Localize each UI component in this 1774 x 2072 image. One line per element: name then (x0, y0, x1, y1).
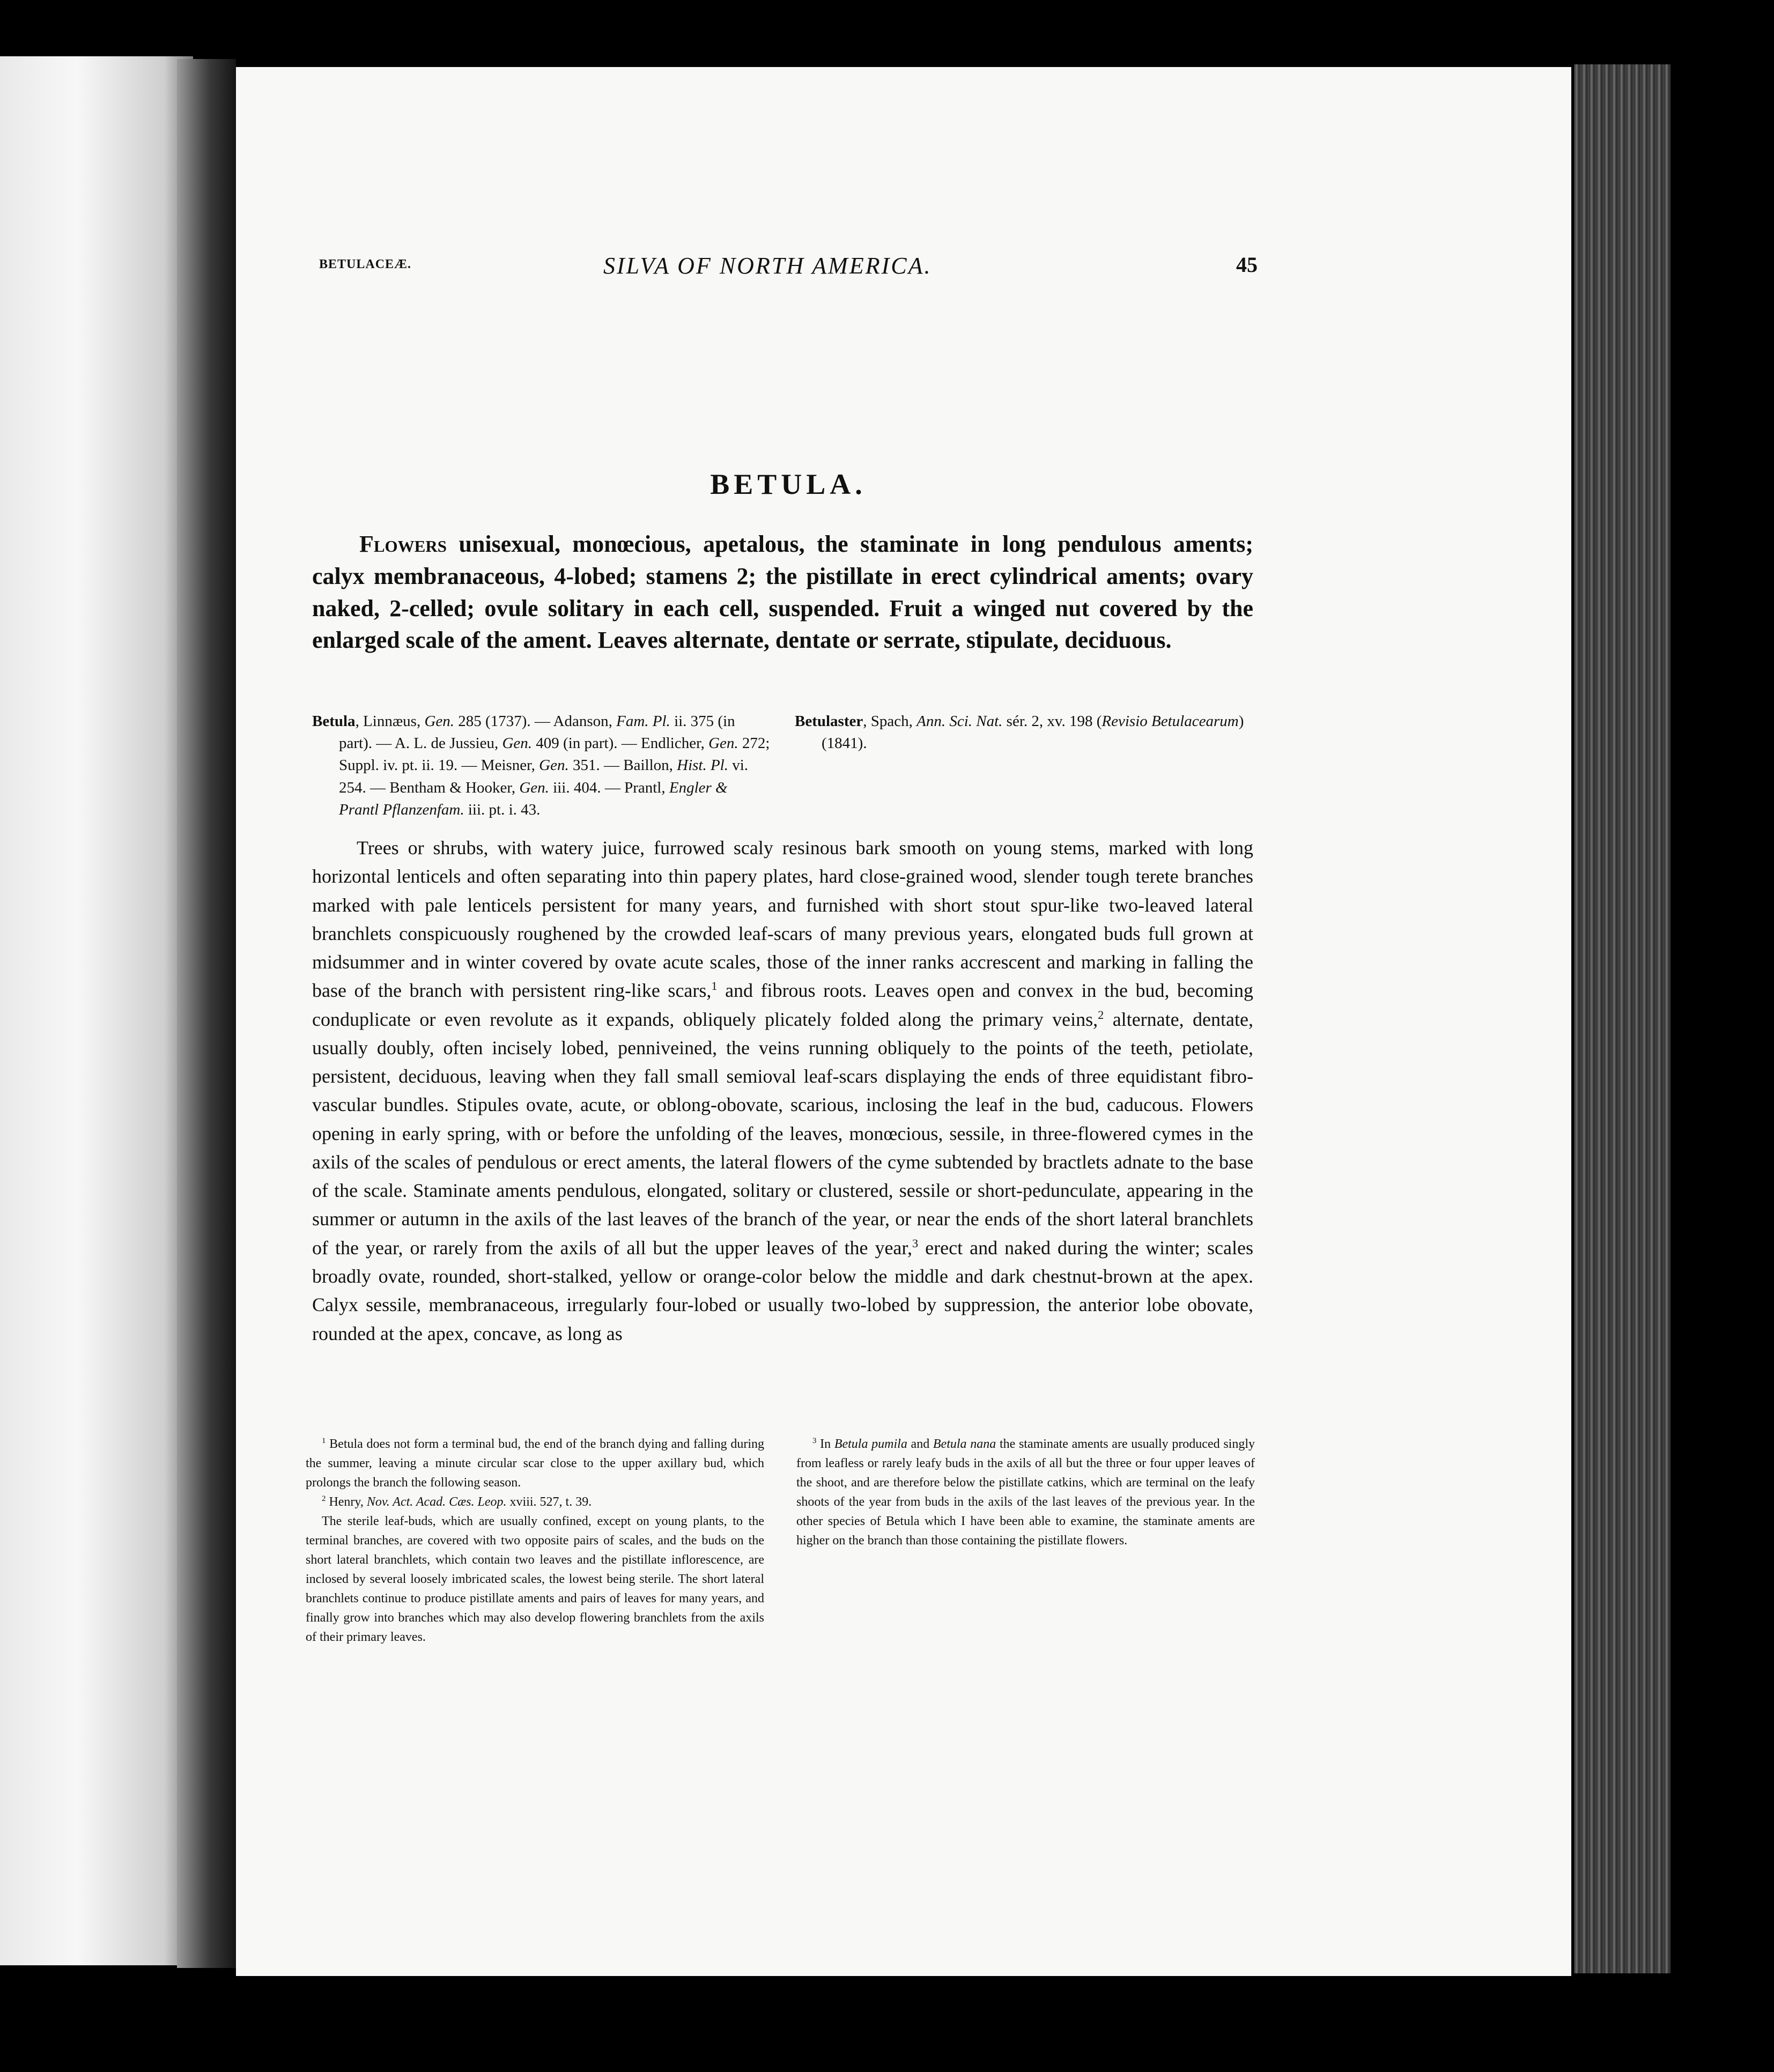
genus-title: BETULA. (710, 468, 867, 500)
footnotes (306, 1434, 1255, 1686)
running-head (319, 252, 1258, 284)
footnote-1: $^1$ Betula does not form a terminal bud, the end of the branch dying and falling during the summer, leaving a minute circular scar close to the upper axillary bud, which prolongs the branch the following season. (306, 1437, 764, 1490)
footnote-ref-3: 3 (912, 1236, 919, 1250)
diagnosis-lead: Flowers (359, 531, 447, 557)
footnote-ref-1: 1 (711, 979, 718, 993)
synonymy-entry-betulaster: Betulaster, Spach, Ann. Sci. Nat. sér. 2, xv. 198 (Revisio Betulacearum) (1841). (795, 713, 1244, 752)
synonymy-right-column (795, 711, 1253, 818)
footnotes-right-column (796, 1434, 1255, 1686)
synonymy-entry-betula: Betula, Linnæus, Gen. 285 (1737). — Adanson, Fam. Pl. ii. 375 (in part). — A. L. de Jussieu, Gen. 409 (in part). — Endlicher, Gen. 272; Suppl. iv. pt. ii. 19. — Meisner, Gen. 351. — Baillon, Hist. Pl. vi. 254. — Bentham & Hooker, Gen. iii. 404. — Prantl, Engler & Prantl Pflanzenfam. iii. pt. i. 43. (312, 713, 770, 818)
diagnosis-text: unisexual, monœcious, apetalous, the staminate in long pendulous aments; calyx membranaceous, 4-lobed; stamens 2; the pistillate in erect cylindrical aments; ovary naked, 2-celled; ovule solitary in each cell, suspended. Fruit a winged nut covered by the enlarged scale of the ament. Leaves alternate, dentate or serrate, stipulate, deciduous. (312, 531, 1253, 654)
footnote-2: $^2$ Henry, Nov. Act. Acad. Cæs. Leop. xviii. 527, t. 39. (322, 1494, 592, 1509)
running-head-family: BETULACEÆ. (319, 257, 412, 271)
genus-diagnosis (312, 528, 1253, 656)
running-head-book-title: SILVA OF NORTH AMERICA. (603, 253, 932, 279)
book-gutter (177, 59, 236, 1968)
footnote-3: $^3$ In Betula pumila and Betula nana the staminate aments are usually produced singly from leafless or rarely leafy buds in the axils of all but the three or four upper leaves of the shoot, and are therefore below the pistillate catkins, which are terminal on the leafy shoots of the year from buds in the axils of the last leaves of the previous year. In the other species of Betula which I have been able to examine, the staminate aments are higher on the branch than those containing the pistillate flowers. (796, 1437, 1255, 1548)
page-edges (1574, 64, 1670, 1973)
footnote-2-continuation: The sterile leaf-buds, which are usually confined, except on young plants, to the terminal branches, are covered with two opposite pairs of scales, and the buds on the short lateral branchlets, which contain two leaves and the pistillate inflorescence, are inclosed by several loosely imbricated scales, the lowest being sterile. The short lateral branchlets continue to produce pistillate aments and pairs of leaves for many years, and finally grow into branches which may also develop flowering branchlets from the axils of their primary leaves. (306, 1514, 764, 1644)
facing-page (0, 56, 193, 1965)
footnotes-left-column (306, 1434, 764, 1686)
synonymy (312, 711, 1253, 818)
footnote-ref-2: 2 (1098, 1008, 1104, 1022)
genus-description: Trees or shrubs, with watery juice, furrowed scaly resinous bark smooth on young stems, marked with long horizontal lenticels and often separating into thin papery plates, hard close-grained wood, slender tough terete branches marked with pale lenticels persistent for many years, and furnished with short stout spur-like two-leaved lateral branchlets conspicuously roughened by the crowded leaf-scars of many previous years, elongated buds full grown at midsummer and in winter covered by ovate acute scales, those of the inner ranks accrescent and marking in falling the base of the branch with persistent ring-like scars,$^1$ and fibrous roots. Leaves open and convex in the bud, becoming conduplicate or even revolute as it expands, obliquely plicately folded along the primary veins,$^2$ alternate, dentate, usually doubly, often incisely lobed, penniveined, the veins running obliquely to the points of the teeth, petiolate, persistent, deciduous, leaving when they fall small semioval leaf-scars displaying the ends of three equidistant fibro-vascular bundles. Stipules ovate, acute, or oblong-obovate, scarious, inclosing the leaf in the bud, caducous. Flowers opening in early spring, with or before the unfolding of the leaves, monœcious, sessile, in three-flowered cymes in the axils of the scales of pendulous or erect aments, the lateral flowers of the cyme subtended by bractlets adnate to the base of the scale. Staminate aments pendulous, elongated, solitary or clustered, sessile or short-pedunculate, appearing in the summer or autumn in the axils of the last leaves of the branch of the year, or near the ends of the short lateral branchlets of the year, or rarely from the axils of all but the upper leaves of the year,$^3$ erect and naked during the winter; scales broadly ovate, rounded, short-stalked, yellow or orange-color below the middle and dark chestnut-brown at the apex. Calyx sessile, membranaceous, irregularly four-lobed or usually two-lobed by suppression, the anterior lobe obovate, rounded at the apex, concave, as long as (312, 837, 1254, 1344)
page-number: 45 (1236, 253, 1258, 277)
synonymy-left-column (312, 711, 771, 818)
